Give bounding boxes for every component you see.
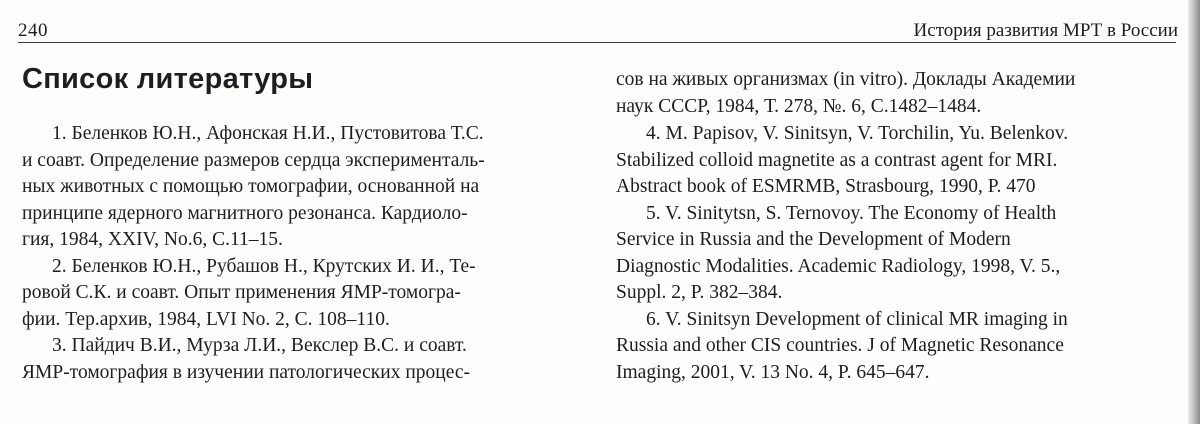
page-edge-shadow <box>1188 0 1200 424</box>
reference-3-continued <box>616 67 1172 120</box>
ref2-line: фии. Тер.архив, 1984, LVI No. 2, С. 108–110. <box>22 308 390 330</box>
ref6-line: Russia and other CIS countries. J of Magnetic Resonance <box>616 335 1064 356</box>
reference-1 <box>22 121 582 254</box>
ref1-line: принципе ядерного магнитного резонанса. Кардиоло- <box>22 202 468 224</box>
header-rule <box>18 42 1176 43</box>
ref2-line: 2. Беленков Ю.Н., Рубашов Н., Крутских И. И., Те- <box>52 255 476 277</box>
reference-list-left <box>22 121 582 386</box>
section-heading: Список литературы <box>22 63 314 95</box>
ref3-line: 3. Пайдич В.И., Мурза Л.И., Векслер B.C. и соавт. <box>52 335 467 356</box>
ref4-line: Abstract book of ESMRMB, Strasbourg, 1990, P. 470 <box>616 176 1036 197</box>
reference-2 <box>22 254 582 334</box>
ref1-line: гия, 1984, XXIV, No.6, C.11–15. <box>22 229 283 250</box>
ref1-line: 1. Беленков Ю.Н., Афонская Н.И., Пустовитова Т.С. <box>52 123 484 144</box>
ref6-line: Imaging, 2001, V. 13 No. 4, P. 645–647. <box>616 361 930 383</box>
ref1-line: ных животных с помощью томографии, основанной на <box>22 176 480 197</box>
reference-5 <box>616 201 1172 307</box>
ref5-line: 5. V. Sinitytsn, S. Ternovoy. The Economy of Health <box>646 202 1057 224</box>
ref5-line: Suppl. 2, P. 382–384. <box>616 282 783 303</box>
ref2-line: ровой С.К. и соавт. Опыт применения ЯМР-томогра- <box>22 282 461 303</box>
ref4-line: Stabilized colloid magnetite as a contrast agent for MRI. <box>616 149 1058 171</box>
ref3-line: наук СССР, 1984, Т. 278, №. 6, С.1482–1484. <box>616 95 982 117</box>
page-number: 240 <box>18 20 48 41</box>
reference-3-start <box>22 333 582 386</box>
running-title: История развития МРТ в России <box>913 20 1178 41</box>
ref5-line: Service in Russia and the Development of Modern <box>616 229 1011 250</box>
reference-list-right <box>616 121 1172 386</box>
ref3-line: сов на живых организмах (in vitro). Доклады Академии <box>616 69 1076 90</box>
ref3-line: ЯМР-томография в изучении патологических процес- <box>22 361 470 383</box>
ref5-line: Diagnostic Modalities. Academic Radiology, 1998, V. 5., <box>616 255 1061 277</box>
ref6-line: 6. V. Sinitsyn Development of clinical MR imaging in <box>646 308 1068 330</box>
reference-4 <box>616 121 1172 201</box>
ref1-line: и соавт. Определение размеров сердца эксперименталь- <box>22 149 485 171</box>
ref4-line: 4. M. Papisov, V. Sinitsyn, V. Torchilin, Yu. Belenkov. <box>646 123 1069 144</box>
reference-6 <box>616 307 1172 387</box>
